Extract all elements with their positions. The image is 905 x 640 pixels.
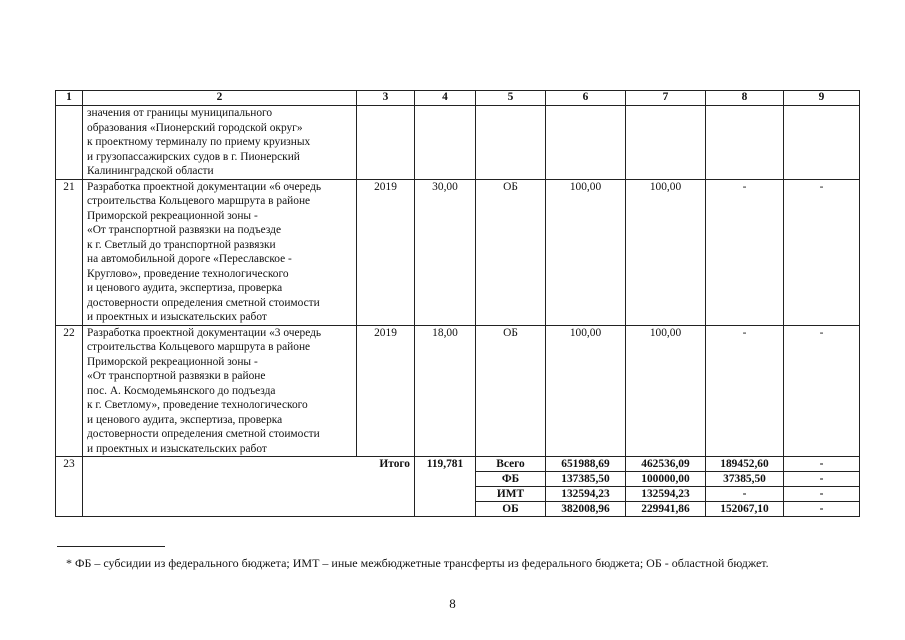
- header-row: [56, 91, 860, 106]
- budget-table: [55, 90, 860, 517]
- totals-col7: 229941,86: [626, 502, 706, 517]
- description-line: к проектному терминалу по приему круизных: [87, 136, 311, 148]
- description-line: Калининградской области: [87, 165, 214, 177]
- row-amount: [415, 106, 476, 180]
- row-col9: [784, 106, 860, 180]
- row-amount: 30,00: [415, 179, 476, 325]
- header-cell-2: 2: [83, 91, 357, 106]
- row-number: 21: [56, 179, 83, 325]
- description-line: к г. Светлый до транспортной развязки: [87, 238, 276, 251]
- totals-col6: 132594,23: [546, 487, 626, 502]
- totals-col7: 462536,09: [626, 457, 706, 472]
- row-source: [476, 106, 546, 180]
- description-line: строительства Кольцевого маршрута в районе: [87, 195, 311, 207]
- description-line: достоверности определения сметной стоимости: [87, 428, 320, 440]
- table-row: [56, 179, 860, 325]
- header-cell-5: 5: [476, 91, 546, 106]
- totals-col6: 382008,96: [546, 502, 626, 517]
- row-col6: [546, 106, 626, 180]
- row-col7: 100,00: [626, 179, 706, 325]
- header-cell-9: 9: [784, 91, 860, 106]
- description-line: Приморской рекреационной зоны -: [87, 355, 258, 368]
- table-row: [56, 325, 860, 457]
- description-line: и ценового аудита, экспертиза, проверка: [87, 282, 283, 294]
- row-col9: -: [784, 179, 860, 325]
- totals-source: ИМТ: [476, 487, 546, 502]
- totals-col7: 132594,23: [626, 487, 706, 502]
- row-year: 2019: [357, 179, 415, 325]
- totals-col8: -: [706, 487, 784, 502]
- row-source: ОБ: [476, 179, 546, 325]
- description-line: Разработка проектной документации «6 очередь: [87, 180, 322, 193]
- row-col8: -: [706, 179, 784, 325]
- description-line: «От транспортной развязки на подъезде: [87, 224, 281, 236]
- page-number: 8: [449, 596, 456, 611]
- totals-label: Итого: [83, 457, 415, 517]
- totals-source: ОБ: [476, 502, 546, 517]
- row-year: 2019: [357, 325, 415, 457]
- description-line: к г. Светлому», проведение технологического: [87, 399, 308, 411]
- table-row: [56, 106, 860, 180]
- totals-col6: 137385,50: [546, 472, 626, 487]
- row-description: [83, 325, 357, 457]
- header-cell-3: 3: [357, 91, 415, 106]
- description-line: Приморской рекреационной зоны -: [87, 209, 258, 222]
- description-line: и проектных и изыскательских работ: [87, 442, 267, 455]
- totals-col8: 189452,60: [706, 457, 784, 472]
- row-col8: -: [706, 325, 784, 457]
- totals-col9: -: [784, 502, 860, 517]
- totals-source: ФБ: [476, 472, 546, 487]
- header-cell-6: 6: [546, 91, 626, 106]
- row-amount: 18,00: [415, 325, 476, 457]
- description-line: образования «Пионерский городской округ»: [87, 121, 303, 134]
- header-cell-4: 4: [415, 91, 476, 106]
- row-year: [357, 106, 415, 180]
- totals-number: 23: [56, 457, 83, 517]
- totals-amount: 119,781: [415, 457, 476, 517]
- totals-col8: 37385,50: [706, 472, 784, 487]
- row-description: [83, 179, 357, 325]
- description-line: Круглово», проведение технологического: [87, 267, 289, 280]
- description-line: достоверности определения сметной стоимости: [87, 296, 320, 309]
- description-line: на автомобильной дороге «Переславское -: [87, 253, 292, 265]
- description-line: и ценового аудита, экспертиза, проверка: [87, 413, 283, 426]
- description-line: Разработка проектной документации «3 очередь: [87, 326, 322, 339]
- header-cell-1: 1: [56, 91, 83, 106]
- description-line: и грузопассажирских судов в г. Пионерский: [87, 150, 300, 163]
- totals-col8: 152067,10: [706, 502, 784, 517]
- row-col6: 100,00: [546, 325, 626, 457]
- totals-col6: 651988,69: [546, 457, 626, 472]
- header-cell-8: 8: [706, 91, 784, 106]
- description-line: «От транспортной развязки в районе: [87, 370, 266, 382]
- row-source: ОБ: [476, 325, 546, 457]
- header-cell-7: 7: [626, 91, 706, 106]
- footnote-divider: [57, 546, 165, 547]
- totals-row: [56, 457, 860, 472]
- description-line: значения от границы муниципального: [87, 107, 273, 119]
- totals-source: Всего: [476, 457, 546, 472]
- row-number: 22: [56, 325, 83, 457]
- row-number: [56, 106, 83, 180]
- totals-col9: -: [784, 457, 860, 472]
- footnote: * ФБ – субсидии из федерального бюджета; ИМТ – иные межбюджетные трансферты из федерального бюджета; ОБ - областной бюджет.: [66, 556, 769, 570]
- description-line: пос. А. Космодемьянского до подъезда: [87, 384, 276, 397]
- totals-col9: -: [784, 487, 860, 502]
- row-col7: 100,00: [626, 325, 706, 457]
- row-col6: 100,00: [546, 179, 626, 325]
- totals-col9: -: [784, 472, 860, 487]
- totals-col7: 100000,00: [626, 472, 706, 487]
- row-col8: [706, 106, 784, 180]
- description-line: и проектных и изыскательских работ: [87, 311, 267, 323]
- row-col9: -: [784, 325, 860, 457]
- row-description: [83, 106, 357, 180]
- row-col7: [626, 106, 706, 180]
- description-line: строительства Кольцевого маршрута в районе: [87, 341, 311, 353]
